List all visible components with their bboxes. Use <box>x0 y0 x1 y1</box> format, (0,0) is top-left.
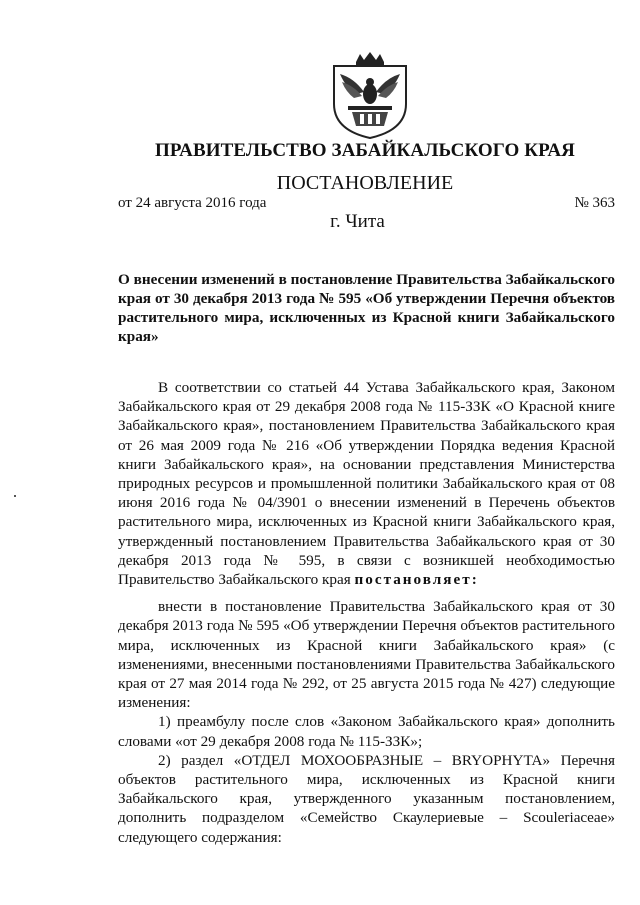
paragraph-item-1: 1) преамбулу после слов «Законом Забайкальского края» дополнить словами «от 29 декабря 2008 года № 115-ЗЗК»; <box>118 713 615 750</box>
document-body <box>118 378 615 847</box>
paragraph-preamble <box>118 378 615 589</box>
paragraph-item-2: 2) раздел «ОТДЕЛ МОХООБРАЗНЫЕ – BRYOPHYTA» Перечня объектов растительного мира, исключенных из Красной книги Забайкальского края, утвержденного указанным постановлением, дополнить подразделом «Семейство Скаулериевые – Scouleriaceae» следующего содержания: <box>118 751 615 846</box>
document-heading: О внесении изменений в постановление Правительства Забайкальского края от 30 декабря 2013 года № 595 «Об утверждении Перечня объектов растительного мира, исключенных из Красной книги Забайкальского края» <box>118 271 615 345</box>
coat-of-arms-icon <box>326 52 414 140</box>
document-number: № 363 <box>574 195 615 211</box>
document-type: ПОСТАНОВЛЕНИЕ <box>276 172 454 194</box>
resolves-keyword: постановляет: <box>354 571 479 589</box>
document-city: г. Чита <box>330 211 385 232</box>
preamble-text: В соответствии со статьей 44 Устава Забайкальского края, Законом Забайкальского края от 29 декабря 2008 года № 115-ЗЗК «О Красной книге Забайкальского края», постановлением Правительства Забайкальского края от 26 мая 2009 года № 216 «Об утверждении Порядка ведения Красной книги Забайкальского края», на основании представления Министерства природных ресурсов и промышленной политики Забайкальского края от 08 июня 2016 года № 04/3901 о внесении изменений в Перечень объектов растительного мира, исключенных из Красной книги Забайкальского края, утвержденный постановлением Правительства Забайкальского края от 30 декабря 2013 года № 595, в связи с возникшей необходимостью Правительство Забайкальского края <box>118 379 615 589</box>
document-date: от 24 августа 2016 года <box>118 195 267 211</box>
margin-mark <box>14 495 16 497</box>
government-title: ПРАВИТЕЛЬСТВО ЗАБАЙКАЛЬСКОГО КРАЯ <box>154 140 575 161</box>
paragraph-amend: внести в постановление Правительства Забайкальского края от 30 декабря 2013 года № 595 «Об утверждении Перечня объектов растительного мира, исключенных из Красной книги Забайкальского края» (с изменениями, внесенными постановлениями Правительства Забайкальского края от 27 мая 2014 года № 292, от 25 августа 2015 года № 427) следующие изменения: <box>118 598 615 712</box>
